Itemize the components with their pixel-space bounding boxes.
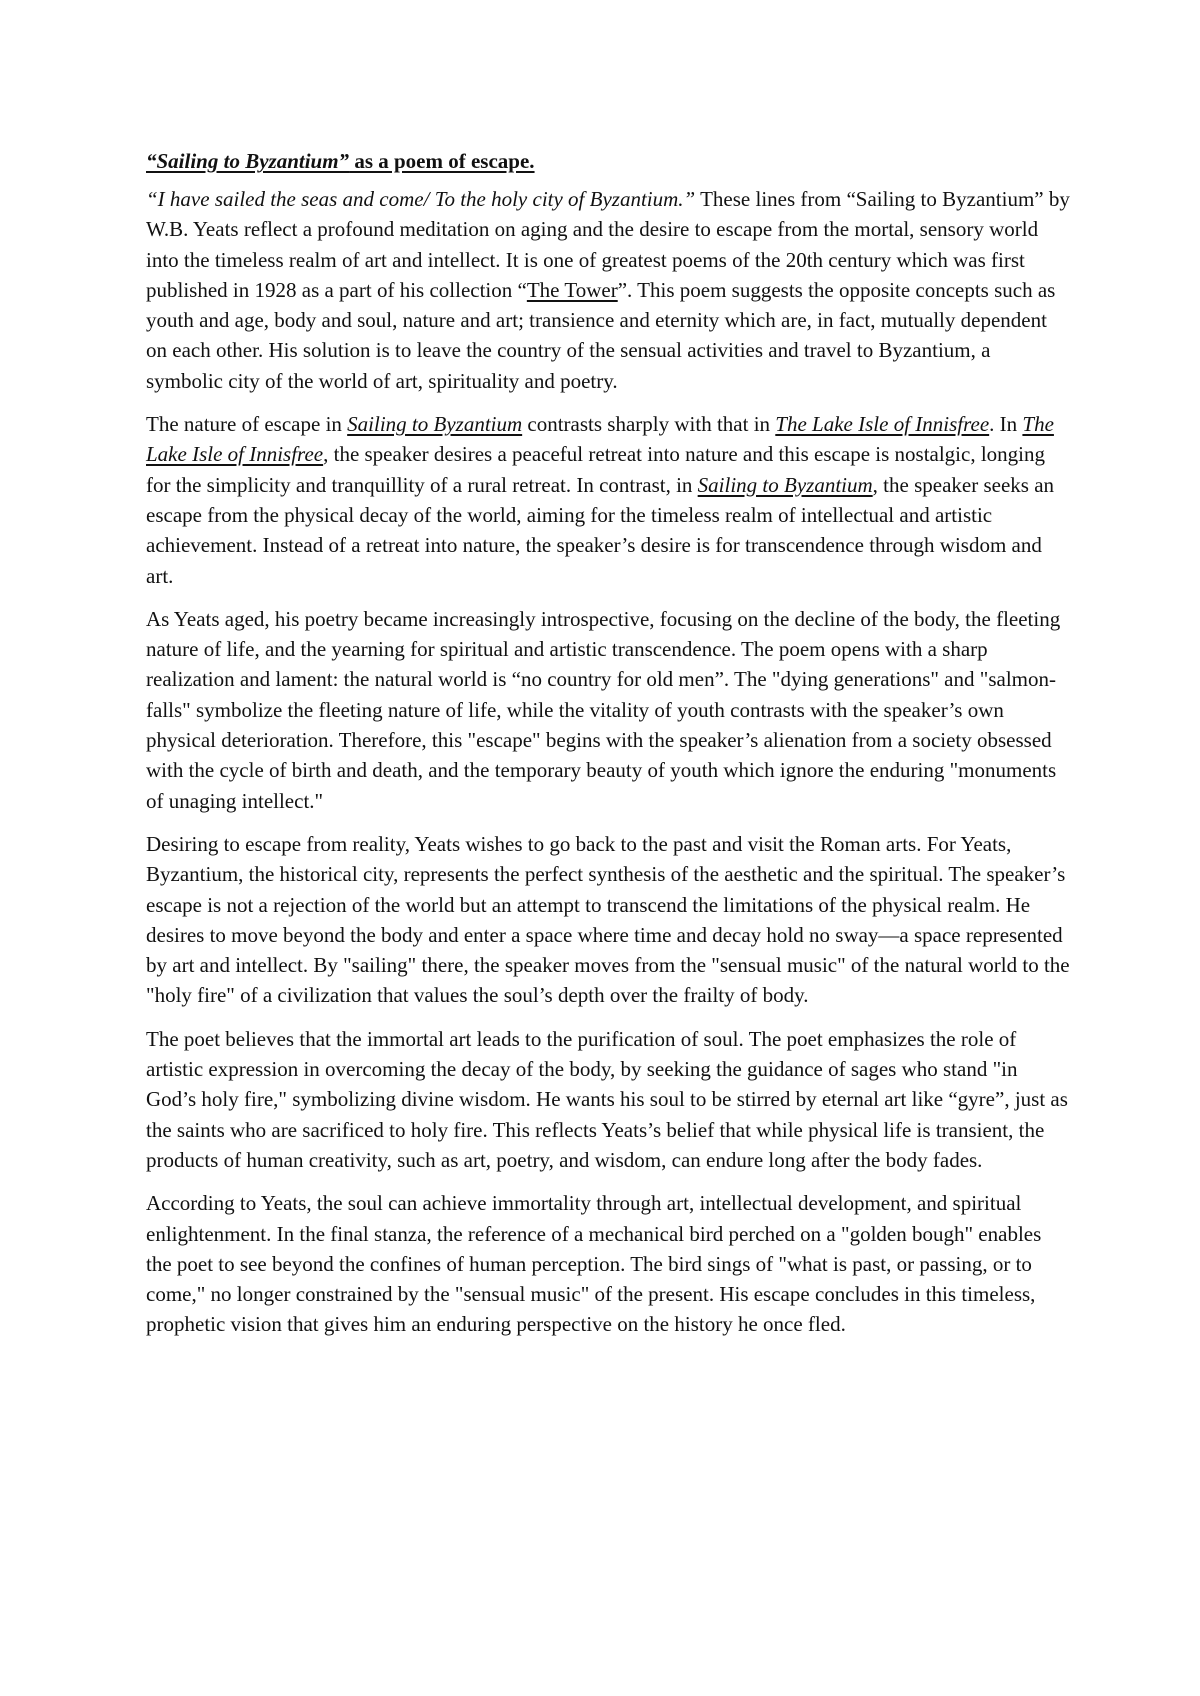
- opening-quote: “I have sailed the seas and come/ To the holy city of Byzantium.”: [146, 187, 696, 211]
- title-poem-name: “Sailing to Byzantium”: [146, 149, 350, 173]
- p2-text-2: contrasts sharply with that in: [522, 412, 776, 437]
- innisfree-title-ref-1: The Lake Isle of Innisfree: [775, 412, 990, 437]
- paragraph-6: According to Yeats, the soul can achieve immortality through art, intellectual development, and spiritual enlightenment. In the final stanza, the reference of a mechanical bird perched on a "golden bough" enables the poet to see beyond the confines of human perception. The bird sings of "what is past, or passing, or to come," no longer constrained by the "sensual music" of the present. His escape concludes in this timeless, prophetic vision that gives him an enduring perspective on the history he once fled.: [146, 1191, 1042, 1337]
- title-rest: as a poem of escape.: [349, 149, 535, 173]
- p1-text-2: ”. This poem suggests the opposite concepts such as youth and age, body and soul, nature and art; transience and eternity which are, in fact, mutually dependent on each other. His solution is to leave the country of the sensual activities and travel to Byzantium, a symbolic city of the world of art, spirituality and poetry.: [146, 277, 1056, 393]
- sailing-title-ref-2: Sailing to Byzantium: [697, 472, 873, 497]
- p2-text-1: The nature of escape in: [146, 412, 348, 437]
- innisfree-title-ref-2: The Lake Isle of Innisfree: [146, 412, 1054, 467]
- essay-title: [146, 146, 1071, 176]
- p1-text-1: These lines from “Sailing to Byzantium” by W.B. Yeats reflect a profound meditation on aging and the desire to escape from the mortal, sensory world into the timeless realm of art and intellect. It is one of greatest poems of the 20th century which was first published in 1928 as a part of his collection “: [146, 187, 1070, 302]
- title-underlined: [146, 149, 535, 173]
- p2-text-4: , the speaker desires a peaceful retreat into nature and this escape is nostalgic, longing for the simplicity and tranquillity of a rural retreat. In contrast, in: [146, 442, 1046, 497]
- p2-text-5: , the speaker seeks an escape from the physical decay of the world, aiming for the timeless realm of intellectual and artistic achievement. Instead of a retreat into nature, the speaker’s desire is for transcendence through wisdom and art.: [146, 472, 1055, 588]
- p2-text-3: . In: [989, 412, 1023, 437]
- the-tower-link: The Tower: [526, 277, 618, 302]
- paragraph-4: Desiring to escape from reality, Yeats wishes to go back to the past and visit the Roman arts. For Yeats, Byzantium, the historical city, represents the perfect synthesis of the aesthetic and the spiritual. The speaker’s escape is not a rejection of the world but an attempt to transcend the limitations of the physical realm. He desires to move beyond the body and enter a space where time and decay hold no sway—a space represented by art and intellect. By "sailing" there, the speaker moves from the "sensual music" of the natural world to the "holy fire" of a civilization that values the soul’s depth over the frailty of body.: [146, 831, 1070, 1008]
- paragraph-5: The poet believes that the immortal art leads to the purification of soul. The poet emphasizes the role of artistic expression in overcoming the decay of the body, by seeking the guidance of sages who stand "in God’s holy fire," symbolizing divine wisdom. He wants his soul to be stirred by eternal art like “gyre”, just as the saints who are sacrificed to holy fire. This reflects Yeats’s belief that while physical life is transient, the products of human creativity, such as art, poetry, and wisdom, can endure long after the body fades.: [146, 1026, 1068, 1172]
- paragraph-2: [146, 409, 1071, 591]
- sailing-title-ref-1: Sailing to Byzantium: [347, 412, 523, 437]
- paragraph-3: As Yeats aged, his poetry became increasingly introspective, focusing on the decline of the body, the fleeting nature of life, and the yearning for spiritual and artistic transcendence. The poem opens with a sharp realization and lament: the natural world is “no country for old men”. The "dying generations" and "salmon-falls" symbolize the fleeting nature of life, while the vitality of youth contrasts with the speaker’s own physical deterioration. Therefore, this "escape" begins with the speaker’s alienation from a society obsessed with the cycle of birth and death, and the temporary beauty of youth which ignore the enduring "monuments of unaging intellect.": [146, 606, 1061, 813]
- document-page: [146, 146, 1071, 1353]
- paragraph-1: [146, 184, 1071, 396]
